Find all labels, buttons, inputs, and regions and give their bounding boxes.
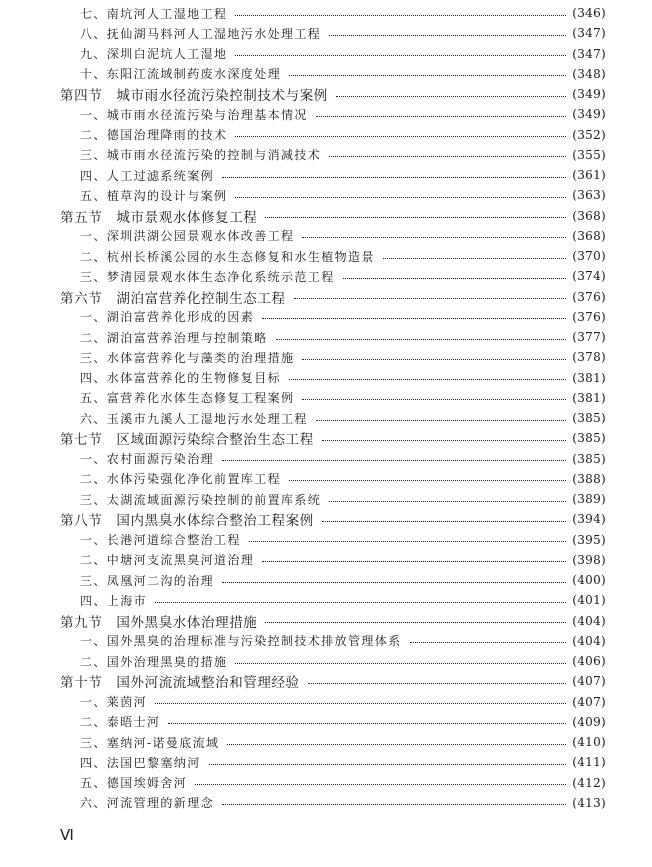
page-number: (394) — [572, 512, 606, 527]
toc-entry — [80, 145, 606, 165]
dot-leader — [222, 582, 566, 583]
toc-entry — [80, 692, 606, 712]
page-number: (347) — [572, 46, 606, 61]
dot-leader — [316, 420, 566, 421]
dot-leader — [235, 197, 566, 198]
toc-section-heading — [60, 428, 606, 448]
page-number: (349) — [572, 87, 606, 101]
entry-title: 四、水体富营养化的生物修复目标 — [80, 371, 282, 385]
entry-title: 三、城市雨水径流污染的控制与消减技术 — [80, 148, 322, 163]
dot-leader — [235, 136, 566, 137]
section-title: 第九节 国外黑臭水体治理措施 — [60, 614, 258, 631]
entry-title: 一、长港河道综合整治工程 — [80, 533, 241, 547]
dot-leader — [155, 602, 566, 603]
dot-leader — [410, 642, 567, 643]
page-number: (385) — [572, 431, 606, 446]
dot-leader — [322, 521, 566, 522]
toc-entry — [80, 226, 606, 246]
toc-section-heading — [60, 671, 606, 691]
toc-entry — [80, 550, 606, 570]
toc-section-heading — [60, 611, 606, 631]
page-number: (368) — [572, 208, 606, 223]
page-number: (378) — [572, 350, 606, 365]
dot-leader — [294, 298, 567, 299]
toc-entry — [80, 530, 606, 550]
page-number: (355) — [572, 147, 606, 162]
page-number: (401) — [572, 593, 606, 608]
section-title: 第六节 湖泊富营养化控制生态工程 — [60, 290, 286, 307]
toc-entry — [80, 23, 606, 43]
entry-title: 一、湖泊富营养化形成的因素 — [80, 310, 255, 325]
dot-leader — [235, 55, 566, 56]
toc-entry — [80, 570, 606, 590]
dot-leader — [195, 784, 566, 785]
entry-title: 五、植草沟的设计与案例 — [80, 188, 228, 203]
dot-leader — [235, 663, 566, 664]
page-number: (348) — [572, 66, 606, 81]
entry-title: 六、玉溪市九溪人工湿地污水处理工程 — [80, 411, 308, 426]
toc-section-heading — [60, 84, 606, 104]
entry-title: 一、城市雨水径流污染与治理基本情况 — [80, 107, 308, 122]
dot-leader — [209, 764, 567, 765]
dot-leader — [276, 339, 567, 340]
toc-section-heading — [60, 509, 606, 529]
page-number: (398) — [572, 552, 606, 567]
page-number: (374) — [572, 269, 606, 284]
page-number: (381) — [572, 370, 606, 385]
toc-entry — [80, 732, 606, 752]
page-number: (389) — [572, 492, 606, 506]
toc-entry — [80, 449, 606, 469]
page-number: (407) — [572, 674, 606, 689]
section-title: 第八节 国内黑臭水体综合整治工程案例 — [60, 513, 314, 530]
dot-leader — [222, 460, 566, 461]
page-number: (352) — [572, 127, 606, 142]
toc-entry — [80, 246, 606, 266]
toc-entry — [80, 752, 606, 772]
entry-title: 二、德国治理降雨的技术 — [80, 128, 228, 142]
page-number: (368) — [572, 228, 606, 243]
page-number: (370) — [572, 249, 606, 263]
entry-title: 八、抚仙湖马料河人工湿地污水处理工程 — [80, 26, 322, 41]
section-title: 第五节 城市景观水体修复工程 — [60, 209, 258, 226]
entry-title: 十、东阳江流域制药废水深度处理 — [80, 67, 282, 82]
dot-leader — [235, 15, 566, 16]
entry-title: 五、德国埃姆舍河 — [80, 776, 188, 790]
dot-leader — [322, 440, 566, 441]
page-number: (407) — [572, 694, 606, 709]
section-title: 第十节 国外河流流域整治和管理经验 — [60, 675, 300, 692]
toc-entry — [80, 266, 606, 286]
dot-leader — [302, 399, 566, 400]
toc-entry — [80, 408, 606, 428]
toc-entry — [80, 104, 606, 124]
toc-entry — [80, 3, 606, 23]
entry-title: 一、农村面源污染治理 — [80, 452, 215, 466]
page-number: (412) — [572, 775, 606, 790]
toc-entry — [80, 469, 606, 489]
toc-entry — [80, 793, 606, 813]
dot-leader — [262, 561, 566, 562]
page-number: (385) — [572, 451, 606, 466]
dot-leader — [262, 318, 566, 319]
entry-title: 二、泰晤士河 — [80, 715, 161, 730]
toc-entry — [80, 185, 606, 205]
page-number: (376) — [572, 309, 606, 324]
section-title: 第七节 区域面源污染综合整治生态工程 — [60, 432, 314, 449]
page-number: (395) — [572, 532, 606, 547]
entry-title: 六、河流管理的新理念 — [80, 796, 215, 811]
entry-title: 七、南坑河人工湿地工程 — [80, 6, 228, 21]
entry-title: 三、水体富营养化与藻类的治理措施 — [80, 350, 295, 365]
dot-leader — [155, 703, 566, 704]
page-number: (388) — [572, 471, 606, 486]
entry-title: 三、塞纳河-诺曼底流域 — [80, 735, 220, 750]
entry-title: 四、法国巴黎塞纳河 — [80, 755, 201, 770]
entry-title: 四、上海市 — [80, 593, 148, 608]
page-number: (404) — [572, 633, 606, 648]
page-number: (346) — [572, 6, 606, 20]
entry-title: 一、深圳洪湖公园景观水体改善工程 — [80, 229, 295, 244]
toc-entry — [80, 631, 606, 651]
page-number: (410) — [572, 735, 606, 749]
page-number: (363) — [572, 188, 606, 203]
entry-title: 九、深圳白泥坑人工湿地 — [80, 47, 228, 61]
dot-leader — [329, 156, 566, 157]
dot-leader — [168, 723, 566, 724]
page-number: (404) — [572, 613, 606, 628]
dot-leader — [336, 96, 566, 97]
dot-leader — [329, 35, 566, 36]
entry-title: 二、中塘河支流黑臭河道治理 — [80, 553, 255, 568]
page-number: (349) — [572, 107, 606, 122]
page-number: (347) — [572, 26, 606, 41]
entry-title: 三、凤凰河二沟的治理 — [80, 573, 215, 588]
toc-entry — [80, 347, 606, 367]
toc-section-heading — [60, 206, 606, 226]
toc-entry — [80, 327, 606, 347]
page-number: (376) — [572, 289, 606, 304]
toc-entry — [80, 165, 606, 185]
dot-leader — [302, 237, 566, 238]
entry-title: 三、太湖流域面源污染控制的前置库系统 — [80, 492, 322, 507]
page-number: (406) — [572, 654, 606, 668]
toc-entry — [80, 64, 606, 84]
dot-leader — [265, 217, 566, 218]
page-number: (385) — [572, 411, 606, 425]
dot-leader — [265, 622, 566, 623]
dot-leader — [222, 804, 566, 805]
dot-leader — [383, 258, 566, 259]
page-number: (413) — [572, 795, 606, 810]
toc-entry — [80, 307, 606, 327]
entry-title: 三、梦清园景观水体生态净化系统示范工程 — [80, 269, 335, 284]
entry-title: 二、杭州长桥溪公园的水生态修复和水生植物造景 — [80, 249, 375, 264]
toc-entry — [80, 125, 606, 145]
dot-leader — [289, 75, 566, 76]
dot-leader — [329, 501, 566, 502]
entry-title: 一、莱茵河 — [80, 695, 148, 709]
page-number: (411) — [572, 755, 606, 770]
page-number: (381) — [572, 390, 606, 405]
toc-section-heading — [60, 287, 606, 307]
toc-entry — [80, 773, 606, 793]
dot-leader — [222, 177, 566, 178]
toc-entry — [80, 712, 606, 732]
entry-title: 一、国外黑臭的治理标准与污染控制技术排放管理体系 — [80, 634, 402, 649]
dot-leader — [227, 744, 566, 745]
dot-leader — [249, 541, 566, 542]
toc-entry — [80, 489, 606, 509]
entry-title: 五、富营养化水体生态修复工程案例 — [80, 391, 295, 406]
entry-title: 二、国外治理黑臭的措施 — [80, 654, 228, 669]
page-number: (400) — [572, 573, 606, 587]
dot-leader — [302, 359, 566, 360]
page-number: (361) — [572, 168, 606, 182]
toc-entry — [80, 590, 606, 610]
toc-entry — [80, 388, 606, 408]
dot-leader — [343, 278, 567, 279]
page-number: (377) — [572, 330, 606, 344]
entry-title: 四、人工过滤系统案例 — [80, 168, 215, 183]
entry-title: 二、湖泊富营养治理与控制策略 — [80, 330, 268, 345]
toc-entry — [80, 651, 606, 671]
toc-entry — [80, 44, 606, 64]
page-folio: Ⅵ — [60, 828, 74, 844]
dot-leader — [289, 480, 566, 481]
page-number: (409) — [572, 714, 606, 729]
entry-title: 二、水体污染强化净化前置库工程 — [80, 472, 282, 487]
dot-leader — [308, 683, 567, 684]
dot-leader — [289, 379, 566, 380]
toc-entry — [80, 368, 606, 388]
dot-leader — [316, 116, 566, 117]
section-title: 第四节 城市雨水径流污染控制技术与案例 — [60, 88, 328, 104]
